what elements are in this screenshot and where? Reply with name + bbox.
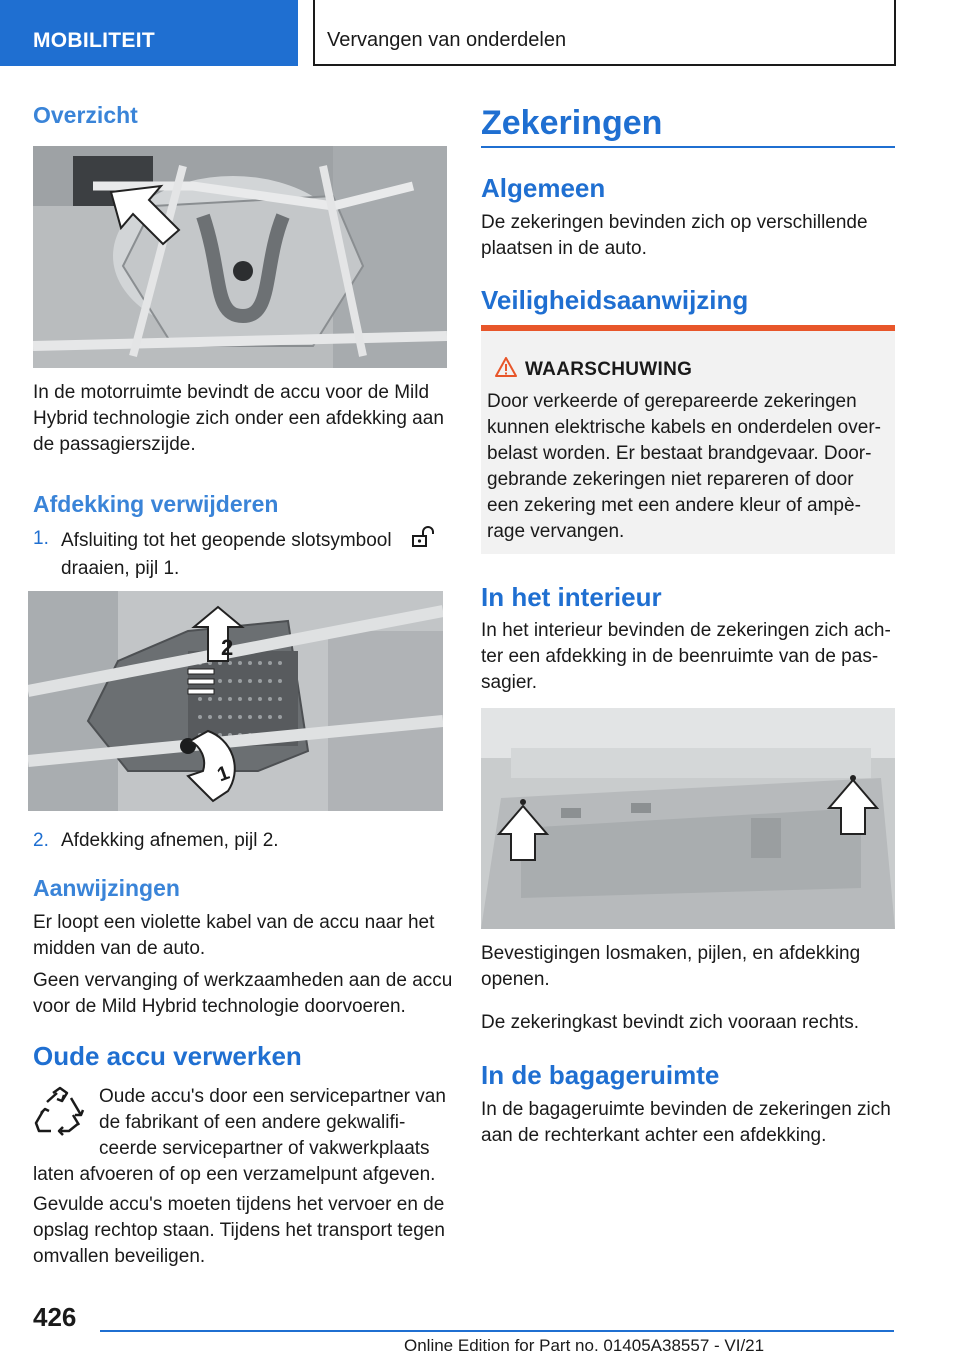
page-number: 426 [33,1302,77,1332]
section-tab [0,0,298,66]
overview-heading: Overzicht [33,102,138,128]
cover-removal-photo [28,591,443,811]
step-text-line2: draaien, pijl 1. [61,558,180,579]
notes-paragraph-2: Geen vervanging of werkzaamheden aan de accu voor de Mild Hybrid technologie doorvoeren. [33,970,453,1017]
interior-text-2: De zekeringkast bevindt zich vooraan rechts. [481,1012,860,1033]
chapter-label: Vervangen van onderdelen [327,29,567,51]
step-text [61,526,451,582]
recycle-icon [33,1085,87,1144]
arrow-label-1: 1 [214,761,233,787]
chapter-header [313,0,896,66]
unlock-symbol-icon [411,526,435,556]
warning-text: Door verkeerde of gerepareerde zekeringen kunnen elektrische kabels en onderdelen overbelast worden. Er bestaat brandgevaar. Doorgebrande zekeringen niet repareren of door een zekering met een andere kleur of ampèrage vervangen. [487,391,881,542]
step-number: 2. [33,830,49,851]
dispose-battery-heading: Oude accu verwerken [33,1041,302,1071]
warning-box [481,325,895,554]
general-heading: Algemeen [481,173,606,203]
warning-triangle-icon [495,357,517,382]
dispose-paragraph-1-indent: Oude accu's door een servicepartner van de fabrikant of een andere gekwalificeerde servicepartner of vakwerkplaats [99,1086,446,1159]
remove-cover-heading: Afdekking verwijderen [33,491,279,517]
notes-heading: Aanwijzingen [33,875,180,901]
dispose-paragraph-1-rest: laten afvoeren of op een verzamelpunt afgeven. [33,1164,436,1185]
footer-rule [100,1330,894,1332]
fuses-heading-rule [481,146,895,148]
interior-caption: Bevestigingen losmaken, pijlen, en afdekking openen. [481,943,861,990]
step-number: 1. [33,528,49,549]
step-text: Afdekking afnemen, pijl 2. [61,830,279,851]
interior-text: In het interieur bevinden de zekeringen zich achter een afdekking in de beenruimte van de passagier. [481,620,891,693]
edition-info: Online Edition for Part no. 01405A38557 - VI/21 [404,1336,765,1355]
dispose-paragraph-2: Gevulde accu's moeten tijdens het vervoer en de opslag rechtop staan. Tijdens het transport tegen omvallen beveiligen. [33,1194,445,1267]
warning-label: WAARSCHUWING [525,359,693,380]
arrow-label-2: 2 [221,635,234,660]
trunk-text: In de bagageruimte bevinden de zekeringen zich aan de rechterkant achter een afdekking. [481,1099,891,1146]
footwell-photo [481,708,895,929]
safety-heading: Veiligheidsaanwijzing [481,285,749,315]
interior-heading: In het interieur [481,582,662,612]
section-label: MOBILITEIT [33,29,155,52]
engine-bay-photo [33,146,447,368]
notes-paragraph-1: Er loopt een violette kabel van de accu naar het midden van de auto. [33,912,435,959]
step-text-line1: Afsluiting tot het geopende slotsymbool [61,530,392,552]
fuses-heading: Zekeringen [481,104,663,142]
general-text: De zekeringen bevinden zich op verschillende plaatsen in de auto. [481,212,868,259]
overview-text: In de motorruimte bevindt de accu voor de Mild Hybrid technologie zich onder een afdekking aan de passagierszijde. [33,382,444,455]
trunk-heading: In de bagageruimte [481,1060,720,1090]
